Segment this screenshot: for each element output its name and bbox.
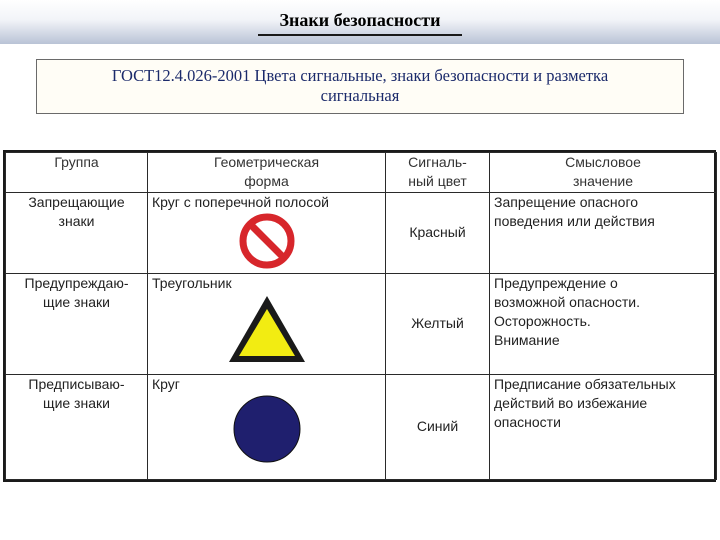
gost-line-2: сигнальная [320, 86, 400, 105]
table-header-row [6, 153, 717, 193]
shape-label: Треугольник [152, 274, 232, 291]
gost-reference-box [36, 59, 684, 114]
shape-cell [148, 374, 386, 479]
header-group: Группа [6, 153, 148, 193]
safety-signs-table [3, 150, 716, 482]
table-row [6, 374, 717, 479]
header-shape: Геометрическая форма [148, 153, 386, 193]
meaning-cell: Предписание обязательных действий во избежание опасности [490, 374, 717, 479]
shape-label: Круг [152, 375, 180, 392]
group-cell: Предписываю- щие знаки [6, 374, 148, 479]
group-cell: Запрещающие знаки [6, 192, 148, 273]
shape-cell [148, 192, 386, 273]
title-bar [0, 0, 720, 44]
table-row [6, 273, 717, 374]
meaning-cell: Запрещение опасного поведения или действия [490, 192, 717, 273]
meaning-cell: Предупреждение о возможной опасности. Осторожность. Внимание [490, 273, 717, 374]
color-cell: Синий [386, 374, 490, 479]
warning-triangle-icon [226, 293, 308, 365]
color-cell: Желтый [386, 273, 490, 374]
mandatory-circle-icon [232, 394, 302, 464]
group-cell: Предупреждаю- щие знаки [6, 273, 148, 374]
header-meaning: Смысловое значение [490, 153, 717, 193]
gost-line-1: ГОСТ12.4.026-2001 Цвета сигнальные, знаки безопасности и разметка [111, 66, 609, 85]
prohibition-sign-icon [238, 212, 296, 270]
color-cell: Красный [386, 192, 490, 273]
shape-cell [148, 273, 386, 374]
shape-label: Круг с поперечной полосой [152, 193, 329, 210]
page-title: Знаки безопасности [279, 10, 441, 30]
header-color: Сигналь- ный цвет [386, 153, 490, 193]
table-row [6, 192, 717, 273]
title-underline [258, 34, 462, 36]
